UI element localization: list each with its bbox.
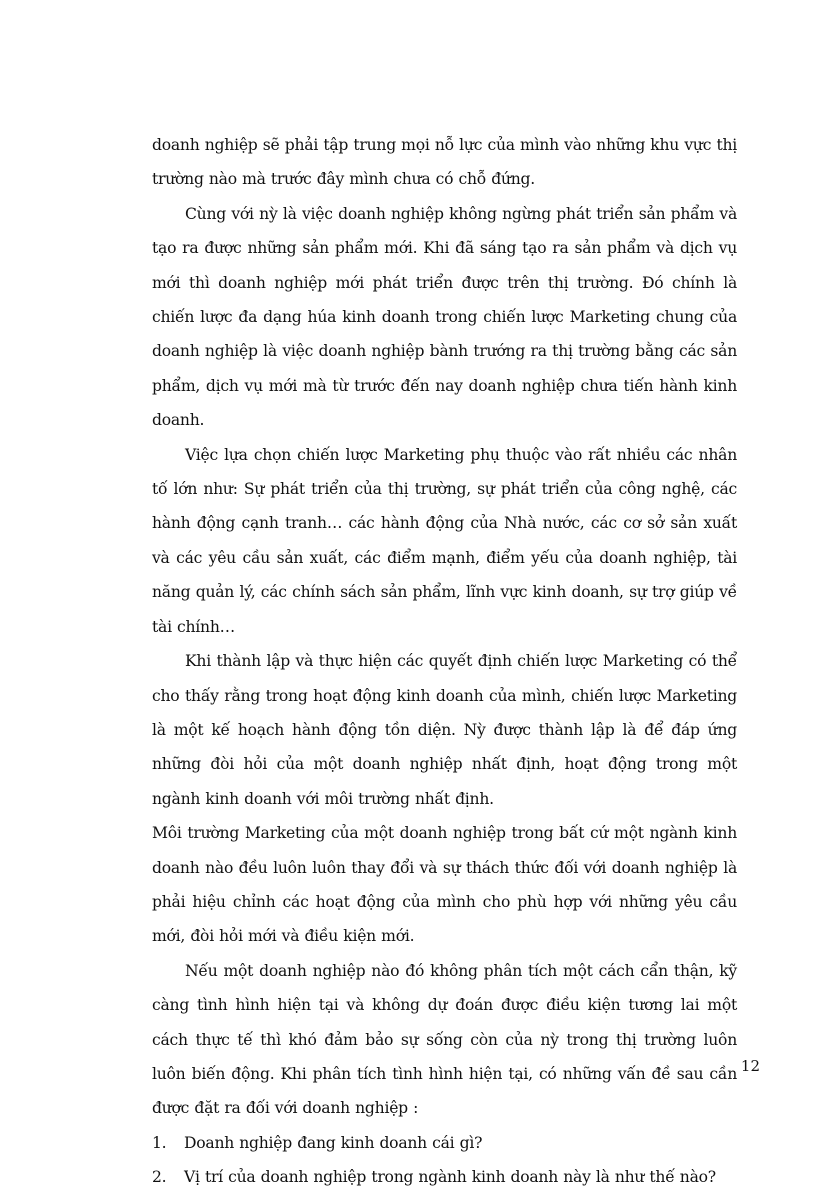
page-number: 12: [740, 1057, 760, 1075]
list-item-text: Doanh nghiệp đang kinh doanh cái gì?: [184, 1133, 483, 1152]
list-item-number: 2.: [152, 1168, 167, 1187]
body-text: [152, 128, 737, 1195]
paragraph-continuation: doanh nghiệp sẽ phải tập trung mọi nỗ lực của mình vào những khu vực thị trường nào mà trước đây mình chưa có chỗ đứng.: [152, 136, 737, 189]
paragraph: Cùng với nỳ là việc doanh nghiệp không ngừng phát triển sản phẩm và tạo ra được những sản phẩm mới. Khi đã sáng tạo ra sản phẩm và dịch vụ mới thì doanh nghiệp mới phát triển được trên thị trường. Đó chính là chiến lược đa dạng húa kinh doanh trong chiến lược Marketing chung của doanh nghiệp là việc doanh nghiệp bành trướng ra thị trường bằng các sản phẩm, dịch vụ mới mà từ trước đến nay doanh nghiệp chưa tiến hành kinh doanh.: [152, 204, 737, 430]
list-item: [152, 1126, 737, 1160]
list-item-number: 1.: [152, 1133, 167, 1152]
paragraph: Việc lựa chọn chiến lược Marketing phụ thuộc vào rất nhiều các nhân tố lớn như: Sự phát triển của thị trường, sự phát triển của công nghệ, các hành động cạnh tranh… các hành động của Nhà nước, các cơ sở sản xuất và các yêu cầu sản xuất, các điểm mạnh, điểm yếu của doanh nghiệp, tài năng quản lý, các chính sách sản phẩm, lĩnh vực kinh doanh, sự trợ giúp về tài chính…: [152, 445, 737, 636]
list-item-text: Vị trí của doanh nghiệp trong ngành kinh doanh này là như thế nào?: [184, 1168, 716, 1187]
list-item: [152, 1160, 737, 1194]
paragraph: Khi thành lập và thực hiện các quyết định chiến lược Marketing có thể cho thấy rằng trong hoạt động kinh doanh của mình, chiến lược Marketing là một kế hoạch hành động tồn diện. Nỳ được thành lập là để đáp ứng những đòi hỏi của một doanh nghiệp nhất định, hoạt động trong một ngành kinh doanh với môi trường nhất định.: [152, 652, 737, 808]
paragraph: Nếu một doanh nghiệp nào đó không phân tích một cách cẩn thận, kỹ càng tình hình hiện tại và không dự đoán được điều kiện tương lai một cách thực tế thì khó đảm bảo sự sống còn của nỳ trong thị trường luôn luôn biến động. Khi phân tích tình hình hiện tại, có những vấn đề sau cần được đặt ra đối với doanh nghiệp :: [152, 961, 737, 1118]
paragraph: Môi trường Marketing của một doanh nghiệp trong bất cứ một ngành kinh doanh nào đều luôn luôn thay đổi và sự thách thức đối với doanh nghiệp là phải hiệu chỉnh các hoạt động của mình cho phù hợp với những yêu cầu mới, đòi hỏi mới và điều kiện mới.: [152, 824, 737, 946]
